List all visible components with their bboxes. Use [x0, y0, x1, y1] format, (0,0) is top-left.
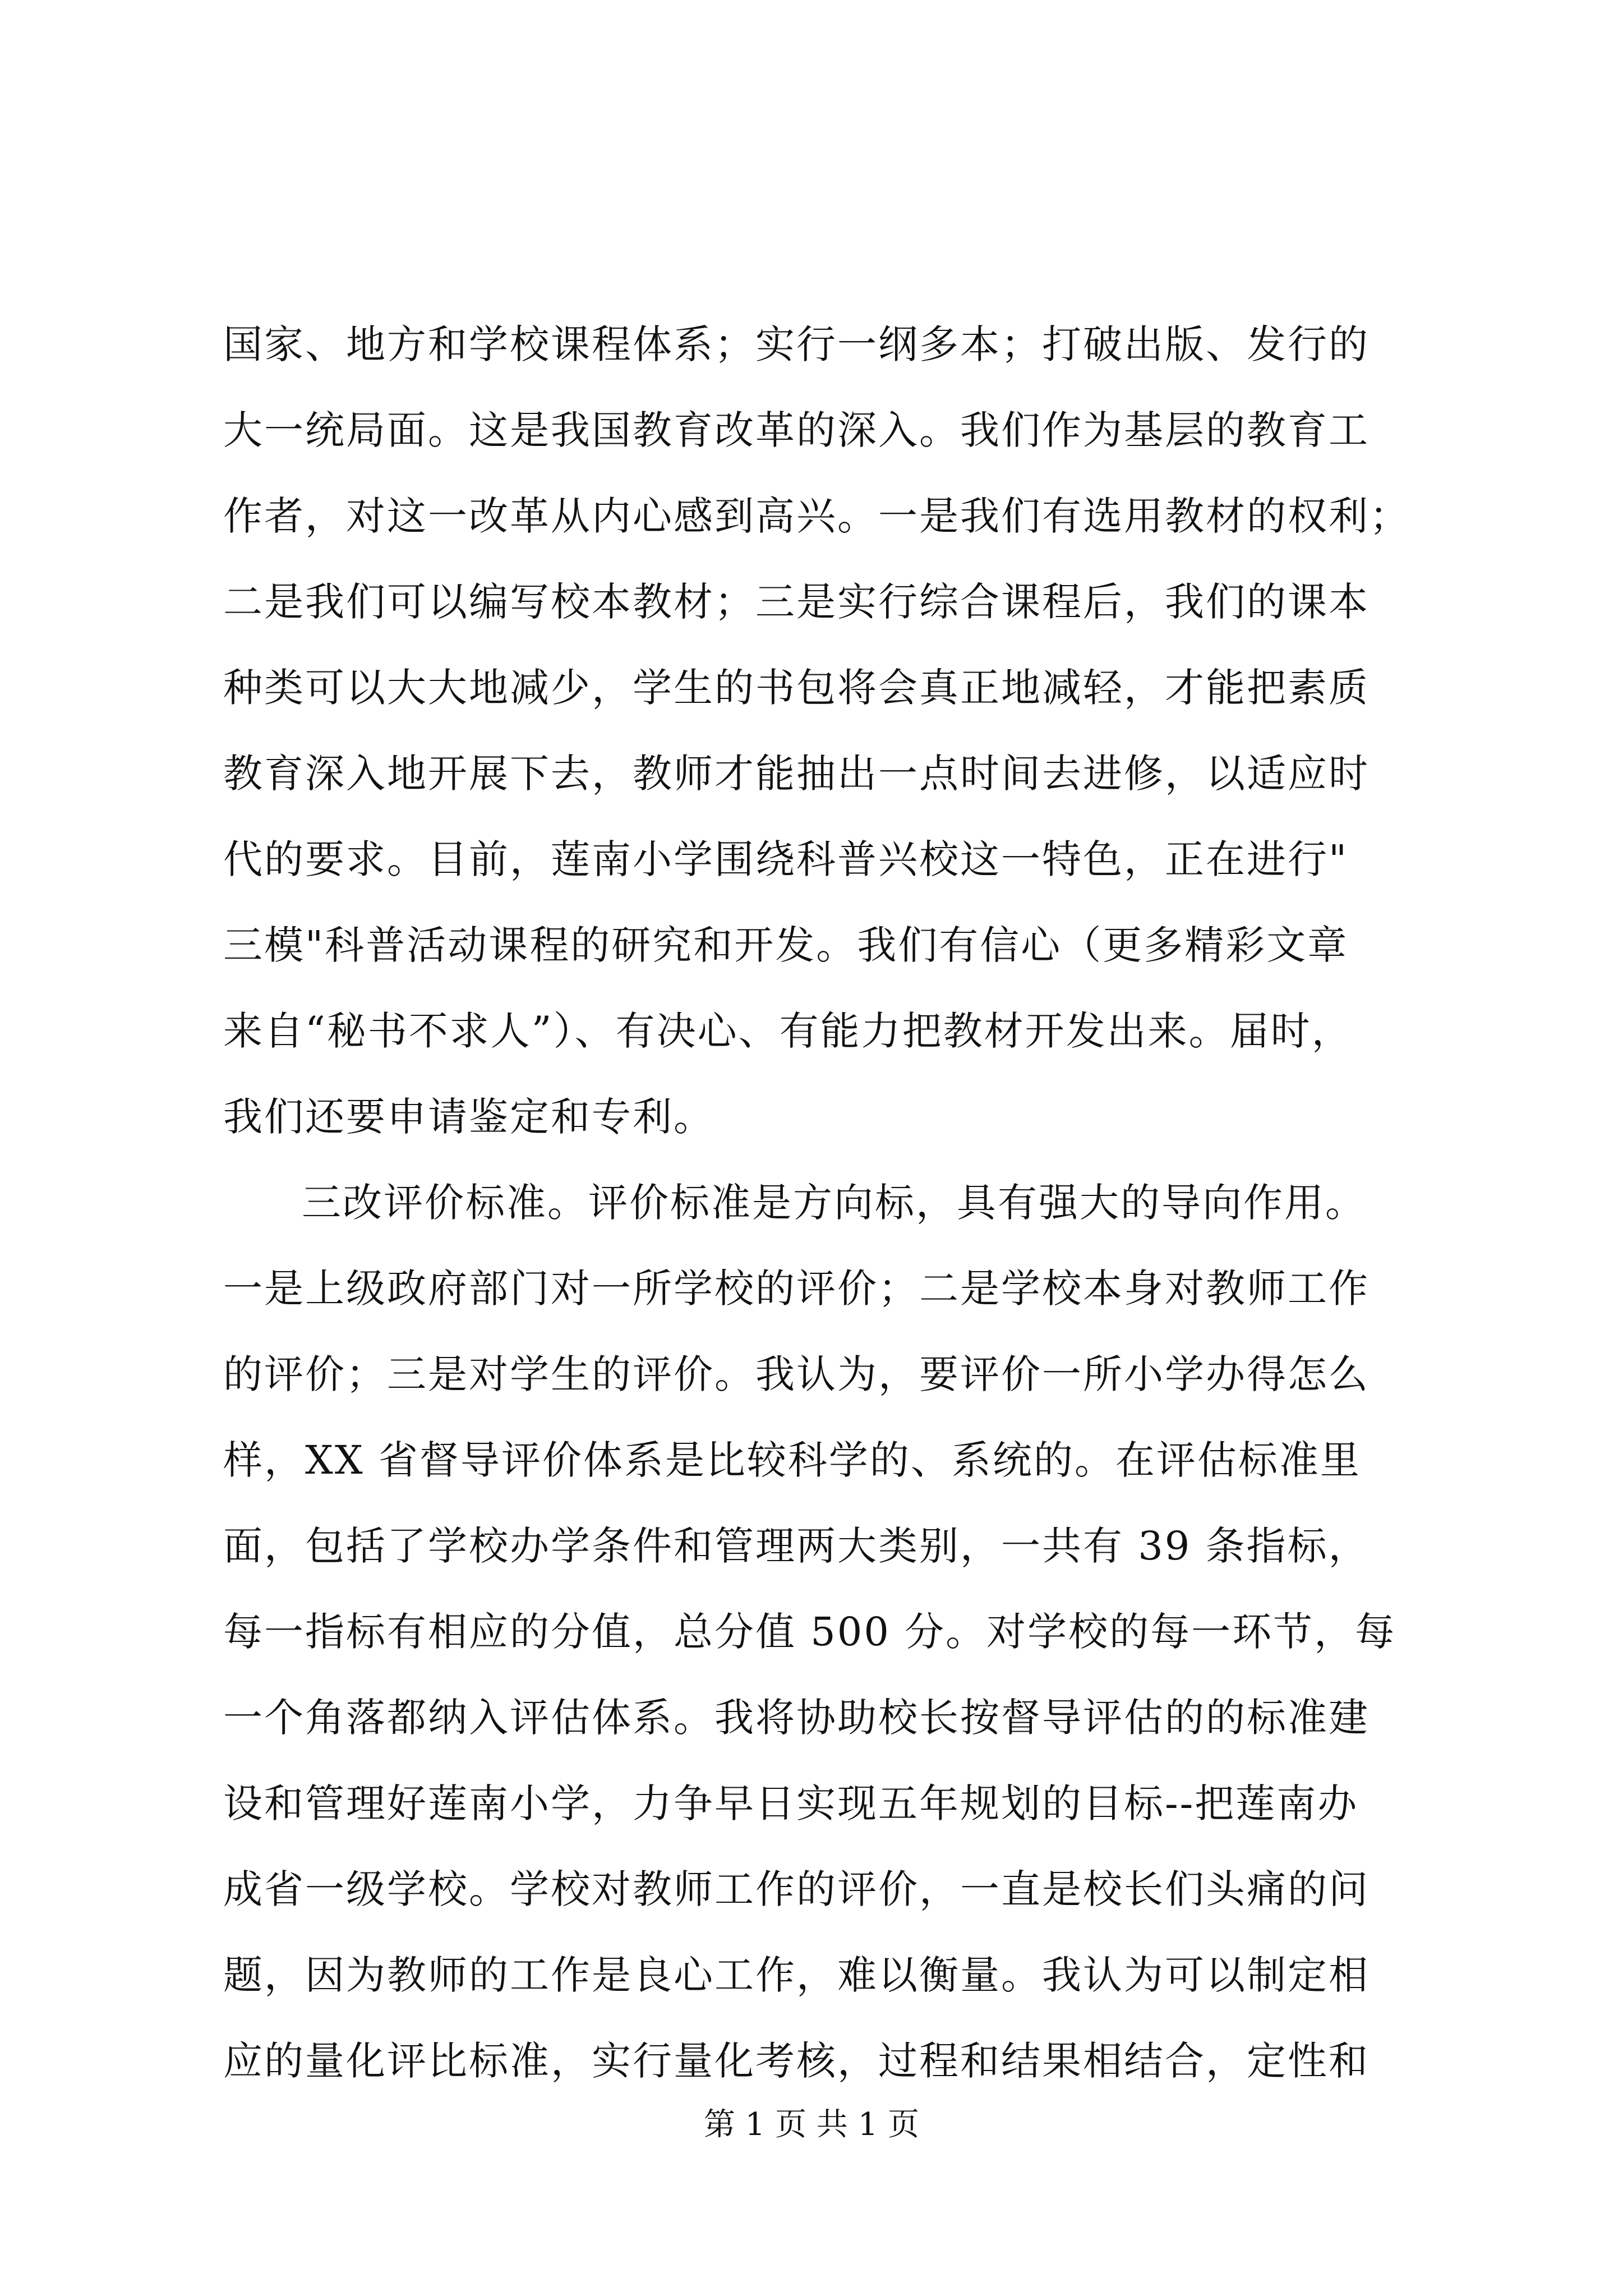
text-line: 一是上级政府部门对一所学校的评价；二是学校本身对教师工作 — [223, 1266, 1370, 1312]
text-line: 每一指标有相应的分值，总分值 500 分。对学校的每一环节，每 — [223, 1609, 1396, 1655]
text-line: 教育深入地开展下去，教师才能抽出一点时间去进修，以适应时 — [223, 751, 1370, 797]
text-line: 代的要求。目前，莲南小学围绕科普兴校这一特色，正在进行" — [223, 836, 1349, 882]
text-line: 题，因为教师的工作是良心工作，难以衡量。我认为可以制定相 — [223, 1952, 1370, 1998]
paragraph-start-line: 三改评价标准。评价标准是方向标，具有强大的导向作用。 — [302, 1180, 1366, 1226]
page-number-label: 第 1 页 共 1 页 — [703, 2106, 920, 2143]
text-line: 的评价；三是对学生的评价。我认为，要评价一所小学办得怎么 — [223, 1351, 1370, 1397]
text-line: 大一统局面。这是我国教育改革的深入。我们作为基层的教育工 — [223, 407, 1370, 453]
text-line: 种类可以大大地减少，学生的书包将会真正地减轻，才能把素质 — [223, 665, 1370, 711]
text-line: 样，XX 省督导评价体系是比较科学的、系统的。在评估标准里 — [223, 1437, 1361, 1483]
text-line: 二是我们可以编写校本教材；三是实行综合课程后，我们的课本 — [223, 579, 1370, 625]
text-line: 我们还要申请鉴定和专利。 — [223, 1094, 714, 1140]
text-line: 设和管理好莲南小学，力争早日实现五年规划的目标--把莲南办 — [223, 1780, 1359, 1826]
text-line: 作者，对这一改革从内心感到高兴。一是我们有选用教材的权利； — [223, 493, 1410, 539]
text-line: 国家、地方和学校课程体系；实行一纲多本；打破出版、发行的 — [223, 321, 1370, 367]
text-line: 来自“秘书不求人”）、有决心、有能力把教材开发出来。届时， — [223, 1008, 1353, 1054]
page-footer — [0, 2102, 1623, 2147]
text-line: 面，包括了学校办学条件和管理两大类别，一共有 39 条指标， — [223, 1523, 1370, 1569]
text-line: 一个角落都纳入评估体系。我将协助校长按督导评估的的标准建 — [223, 1695, 1370, 1741]
text-line: 成省一级学校。学校对教师工作的评价，一直是校长们头痛的问 — [223, 1866, 1370, 1912]
text-line: 三模"科普活动课程的研究和开发。我们有信心（更多精彩文章 — [223, 922, 1349, 968]
document-body — [223, 302, 1423, 2104]
text-line: 应的量化评比标准，实行量化考核，过程和结果相结合，定性和 — [223, 2038, 1370, 2084]
